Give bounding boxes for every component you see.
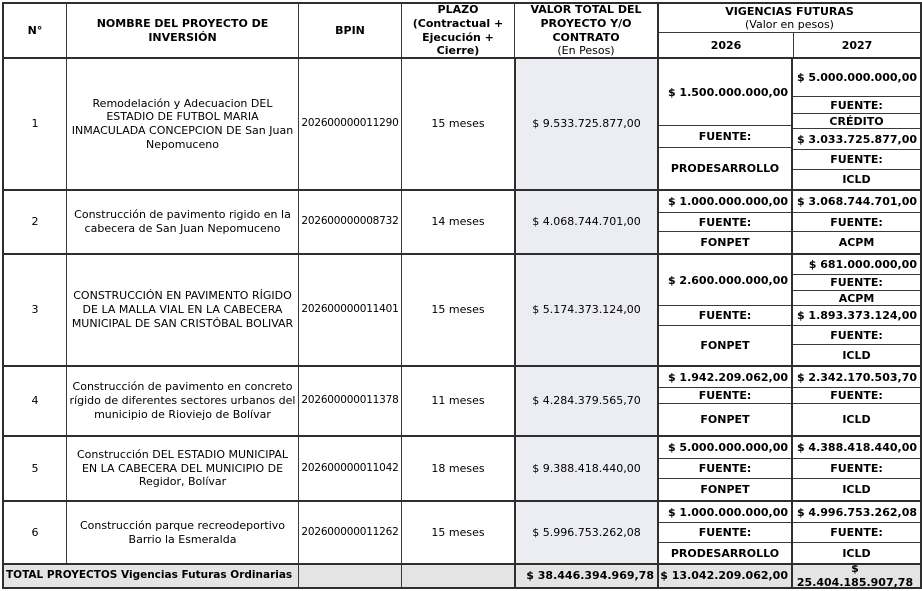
header-vigencias-subtitle: (Valor en pesos) — [745, 18, 834, 31]
header-plazo-subtitle: (Contractual + Ejecución + Cierre) — [412, 16, 504, 57]
fuente-source: ICLD — [793, 403, 920, 435]
project-plazo: 18 meses — [401, 437, 514, 500]
project-number: 1 — [31, 117, 39, 131]
vigencia-amount: $ 1.000.000.000,00 — [667, 505, 788, 519]
fuente-source: CRÉDITO — [793, 113, 920, 128]
fuente-label: FUENTE: — [793, 458, 920, 478]
fuente-label: FUENTE: — [793, 522, 920, 542]
vigencia-2027-stack — [791, 367, 920, 435]
project-row-4 — [4, 365, 920, 435]
vigencia-2026-stack — [657, 255, 791, 365]
project-number: 6 — [31, 525, 39, 539]
fuente-label: FUENTE: — [793, 96, 920, 113]
fuente-label: FUENTE: — [659, 212, 791, 231]
project-valor-total: $ 5.174.373.124,00 — [514, 255, 657, 365]
fuente-source: PRODESARROLLO — [659, 542, 791, 563]
project-row-2 — [4, 189, 920, 253]
vigencias-futuras-table — [2, 2, 922, 589]
project-plazo: 15 meses — [401, 502, 514, 563]
fuente-source: ACPM — [793, 231, 920, 253]
vigencia-amount: $ 5.000.000.000,00 — [796, 71, 917, 84]
total-empty-plazo — [401, 565, 514, 587]
vigencia-2026-stack — [657, 437, 791, 500]
fuente-source: ICLD — [793, 169, 920, 189]
project-bpin: 202600000011401 — [298, 255, 401, 365]
project-name: Construcción DEL ESTADIO MUNICIPAL EN LA CABECERA DEL MUNICIPIO DE Regidor, Bolívar — [66, 437, 298, 500]
project-valor-total: $ 5.996.753.262,08 — [514, 502, 657, 563]
fuente-label: FUENTE: — [793, 274, 920, 290]
project-valor-total: $ 4.284.379.565,70 — [514, 367, 657, 435]
table-header — [4, 4, 920, 57]
total-empty-bpin — [298, 565, 401, 587]
project-valor-total: $ 4.068.744.701,00 — [514, 191, 657, 253]
fuente-label: FUENTE: — [793, 325, 920, 344]
header-valor-subtitle: (En Pesos) — [557, 44, 615, 57]
header-col-bpin: BPIN — [298, 4, 401, 57]
vigencia-amount: $ 2.342.170.503,70 — [796, 370, 917, 384]
total-valor: $ 38.446.394.969,78 — [514, 565, 657, 587]
project-plazo: 11 meses — [401, 367, 514, 435]
total-2027: $ 25.404.185.907,78 — [791, 565, 920, 587]
project-row-3 — [4, 253, 920, 365]
header-col-nombre: NOMBRE DEL PROYECTO DE INVERSIÓN — [66, 4, 298, 57]
vigencia-amount: $ 1.893.373.124,00 — [793, 305, 920, 325]
vigencia-2027-stack — [791, 437, 920, 500]
fuente-label: FUENTE: — [659, 387, 791, 403]
header-vigencias-title: VIGENCIAS FUTURAS — [725, 4, 854, 18]
project-row-1 — [4, 57, 920, 189]
total-label: TOTAL PROYECTOS Vigencias Futuras Ordinarias — [4, 565, 298, 587]
header-year-2027: 2027 — [793, 33, 920, 57]
vigencia-2026-stack — [657, 367, 791, 435]
fuente-source: FONPET — [659, 231, 791, 253]
vigencia-2026-stack — [657, 59, 791, 189]
header-col-valor — [514, 4, 657, 57]
project-valor-total: $ 9.533.725.877,00 — [514, 59, 657, 189]
project-plazo: 15 meses — [401, 255, 514, 365]
vigencia-amount: $ 3.033.725.877,00 — [793, 128, 920, 149]
vigencia-amount: $ 4.388.418.440,00 — [796, 441, 917, 454]
project-number: 3 — [31, 303, 39, 317]
fuente-source: PRODESARROLLO — [659, 147, 791, 189]
header-vigencias-futuras — [657, 4, 920, 57]
vigencia-2027-stack — [791, 59, 920, 189]
vigencia-amount: $ 2.600.000.000,00 — [667, 273, 788, 287]
fuente-label: FUENTE: — [793, 387, 920, 403]
project-valor-total: $ 9.388.418.440,00 — [514, 437, 657, 500]
header-plazo-title: PLAZO — [437, 4, 479, 16]
fuente-label: FUENTE: — [793, 149, 920, 169]
total-row — [4, 563, 920, 587]
vigencia-2026-stack — [657, 502, 791, 563]
project-name: Construcción parque recreodeportivo Barrio la Esmeralda — [66, 502, 298, 563]
vigencia-2027-stack — [791, 255, 920, 365]
project-plazo: 15 meses — [401, 59, 514, 189]
project-name: Construcción de pavimento rigido en la cabecera de San Juan Nepomuceno — [66, 191, 298, 253]
vigencia-amount: $ 1.000.000.000,00 — [667, 195, 788, 208]
project-bpin: 202600000011378 — [298, 367, 401, 435]
fuente-source: ICLD — [793, 542, 920, 563]
project-name: Remodelación y Adecuacion DEL ESTADIO DE FUTBOL MARIA INMACULADA CONCEPCION DE San Juan Nepomuceno — [66, 59, 298, 189]
vigencia-amount: $ 1.500.000.000,00 — [667, 85, 788, 99]
header-year-2026: 2026 — [710, 38, 742, 52]
project-name: CONSTRUCCIÓN EN PAVIMENTO RÍGIDO DE LA MALLA VIAL EN LA CABECERA MUNICIPAL DE SAN CRISTÓBAL BOLIVAR — [66, 255, 298, 365]
fuente-label: FUENTE: — [659, 305, 791, 325]
fuente-source: FONPET — [659, 403, 791, 435]
fuente-source: FONPET — [659, 478, 791, 500]
vigencia-amount: $ 681.000.000,00 — [808, 258, 917, 271]
header-valor-title: VALOR TOTAL DEL PROYECTO Y/O CONTRATO — [530, 4, 642, 44]
project-bpin: 202600000011290 — [298, 59, 401, 189]
project-number: 5 — [31, 461, 39, 475]
project-bpin: 202600000011262 — [298, 502, 401, 563]
vigencia-2026-stack — [657, 191, 791, 253]
project-number: 4 — [31, 394, 39, 408]
header-col-no: N° — [27, 23, 43, 37]
fuente-label: FUENTE: — [659, 522, 791, 542]
fuente-label: FUENTE: — [793, 212, 920, 231]
vigencia-amount: $ 4.996.753.262,08 — [796, 505, 917, 519]
vigencia-amount: $ 5.000.000.000,00 — [667, 441, 788, 454]
total-2026: $ 13.042.209.062,00 — [657, 565, 791, 587]
project-row-5 — [4, 435, 920, 500]
fuente-label: FUENTE: — [659, 125, 791, 147]
project-bpin: 202600000011042 — [298, 437, 401, 500]
fuente-source: FONPET — [659, 325, 791, 365]
fuente-source: ACPM — [793, 290, 920, 305]
header-col-plazo — [401, 4, 514, 57]
vigencia-2027-stack — [791, 191, 920, 253]
project-bpin: 202600000008732 — [298, 191, 401, 253]
project-number: 2 — [31, 215, 39, 229]
vigencia-2027-stack — [791, 502, 920, 563]
project-name: Construcción de pavimento en concreto rígido de diferentes sectores urbanos del municipio de Rioviejo de Bolívar — [66, 367, 298, 435]
vigencia-amount: $ 3.068.744.701,00 — [796, 195, 917, 208]
header-years-row — [659, 32, 920, 57]
fuente-source: ICLD — [793, 478, 920, 500]
header-vigencias-title-block — [659, 4, 920, 32]
vigencia-amount: $ 1.942.209.062,00 — [667, 370, 788, 384]
project-plazo: 14 meses — [401, 191, 514, 253]
project-row-6 — [4, 500, 920, 563]
fuente-source: ICLD — [793, 344, 920, 365]
fuente-label: FUENTE: — [659, 458, 791, 478]
